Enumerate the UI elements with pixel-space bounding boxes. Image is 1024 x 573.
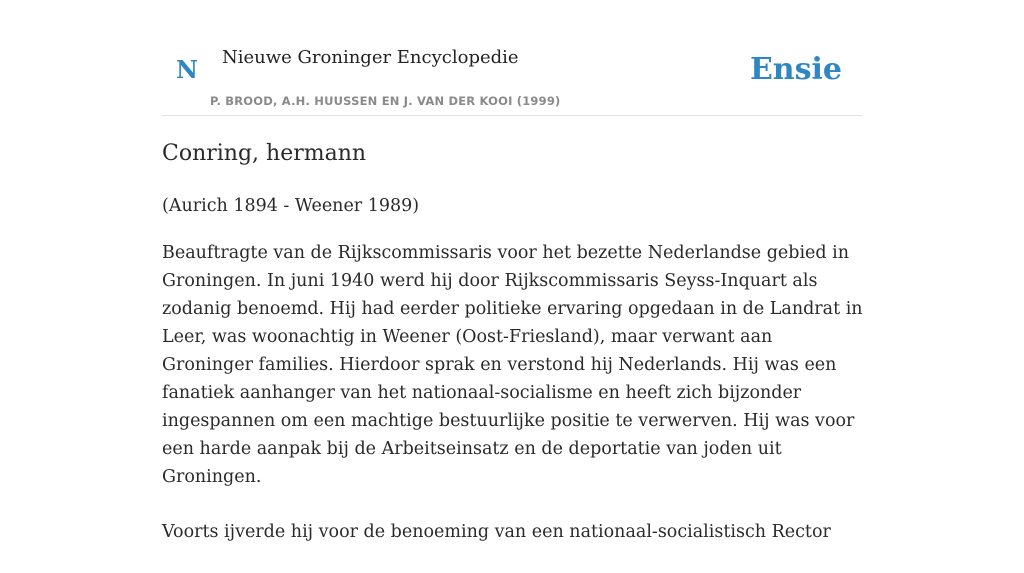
body-paragraph: Voorts ijverde hij voor de benoeming van een nationaal-socialistisch Rector bbox=[162, 522, 831, 542]
encyclopedia-logo[interactable]: N bbox=[176, 55, 198, 84]
entry-title: Conring, hermann bbox=[162, 141, 367, 166]
source-header bbox=[162, 38, 862, 116]
entry-dates: (Aurich 1894 - Weener 1989) bbox=[162, 196, 420, 216]
entry-body bbox=[162, 239, 864, 573]
authors-line: P. BROOD, A.H. HUUSSEN EN J. VAN DER KOOI (1999) bbox=[210, 94, 561, 108]
body-paragraph: Beauftragte van de Rijkscommissaris voor het bezette Nederlandse gebied in Groningen. In juni 1940 werd hij door Rijkscommissaris Seyss-Inquart als zodanig benoemd. Hij had eerder politieke ervaring opgedaan in de Landrat in Leer, was woonachtig in Weener (Oost-Friesland), maar verwant aan Groninger families. Hierdoor sprak en verstond hij Nederlands. Hij was een fanatiek aanhanger van het nationaal-socialisme en heeft zich bijzonder ingespannen om een machtige bestuurlijke positie te verwerven. Hij was voor een harde aanpak bij de Arbeitseinsatz en de deportatie van joden uit Groningen. bbox=[162, 243, 863, 487]
encyclopedia-title[interactable]: Nieuwe Groninger Encyclopedie bbox=[222, 47, 519, 68]
ensie-logo[interactable]: Ensie bbox=[749, 52, 842, 87]
